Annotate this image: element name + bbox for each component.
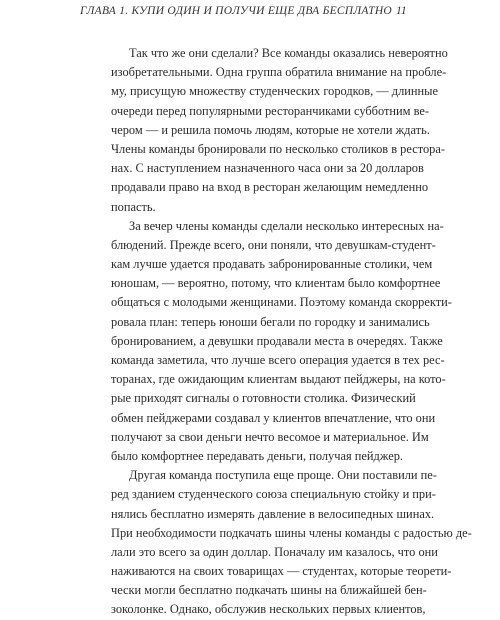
text-line: чески могли бесплатно подкачать шины на ближайшей бен- [111,583,427,598]
text-line: юношам, — вероятно, потому, что клиентам было комфортнее [111,276,441,291]
text-line: ред зданием студенческого союза специальную стойку и при- [111,487,436,502]
text-line: изобретательными. Одна группа обратила внимание на пробле- [111,65,447,80]
running-head [0,5,500,21]
text-line: бронированием, а девушки продавали места в очередях. Также [111,333,443,348]
text-line: обмен пейджерами создавал у клиентов впечатление, что они [111,410,436,425]
text-line: торанах, где ожидающим клиентам выдают пейджеры, на кото- [111,372,446,387]
text-line: Другая команда поступила еще проще. Они поставили пе- [129,468,437,483]
text-line: продавали право на вход в ресторан желающим немедленно [111,180,429,195]
paragraph-2 [111,217,452,466]
text-line: получают за свои деньги нечто весомое и материальное. Им [111,429,429,444]
text-line: блюдений. Прежде всего, они поняли, что девушкам-студент- [111,237,436,252]
chapter-title: ГЛАВА 1. КУПИ ОДИН И ПОЛУЧИ ЕЩЕ ДВА БЕСПЛАТНО [80,5,392,17]
text-line: Так что же они сделали? Все команды оказались невероятно [129,46,448,60]
paragraph-1 [111,44,448,217]
text-line: очереди перед популярными ресторанчиками субботним ве- [111,103,430,118]
text-line: команда заметила, что лучше всего операция удается в тех рес- [111,353,445,367]
text-line: наживаются на своих товарищах — студентах, которые теорети- [111,564,452,579]
text-line: было комфортнее передавать деньги, получая пейджер. [111,448,404,463]
text-line: попасть. [111,199,156,214]
text-line: зоколонке. Однако, обслужив нескольких первых клиентов, [111,602,426,617]
body-text [111,44,472,620]
page-number: 11 [396,5,407,17]
text-line: Члены команды бронировали по несколько столиков в рестора- [111,141,445,156]
text-line: му, присущую множеству студенческих городков, — длинные [111,84,438,99]
text-line: нялись бесплатно измерять давление в велосипедных шинах. [111,506,435,521]
text-line: нах. С наступлением назначенного часа они за 20 долларов [111,161,424,176]
text-line: кам лучше удается продавать забронированные столики, чем [111,257,433,272]
text-line: ровала план: теперь юноши бегали по городку и занимались [111,314,430,329]
text-line: лали это всего за один доллар. Поначалу им казалось, что они [111,544,438,559]
text-line: рые приходят сигналы о готовности столика. Физический [111,391,416,406]
text-line: При необходимости подкачать шины члены команды с радостью де- [111,525,472,540]
text-line: общаться с молодыми женщинами. Поэтому команда скорректи- [111,295,452,310]
text-line: чером — и решила помочь людям, которые не хотели ждать. [111,122,430,137]
paragraph-3 [111,466,472,620]
text-line: За вечер члены команды сделали несколько интересных на- [129,218,444,233]
